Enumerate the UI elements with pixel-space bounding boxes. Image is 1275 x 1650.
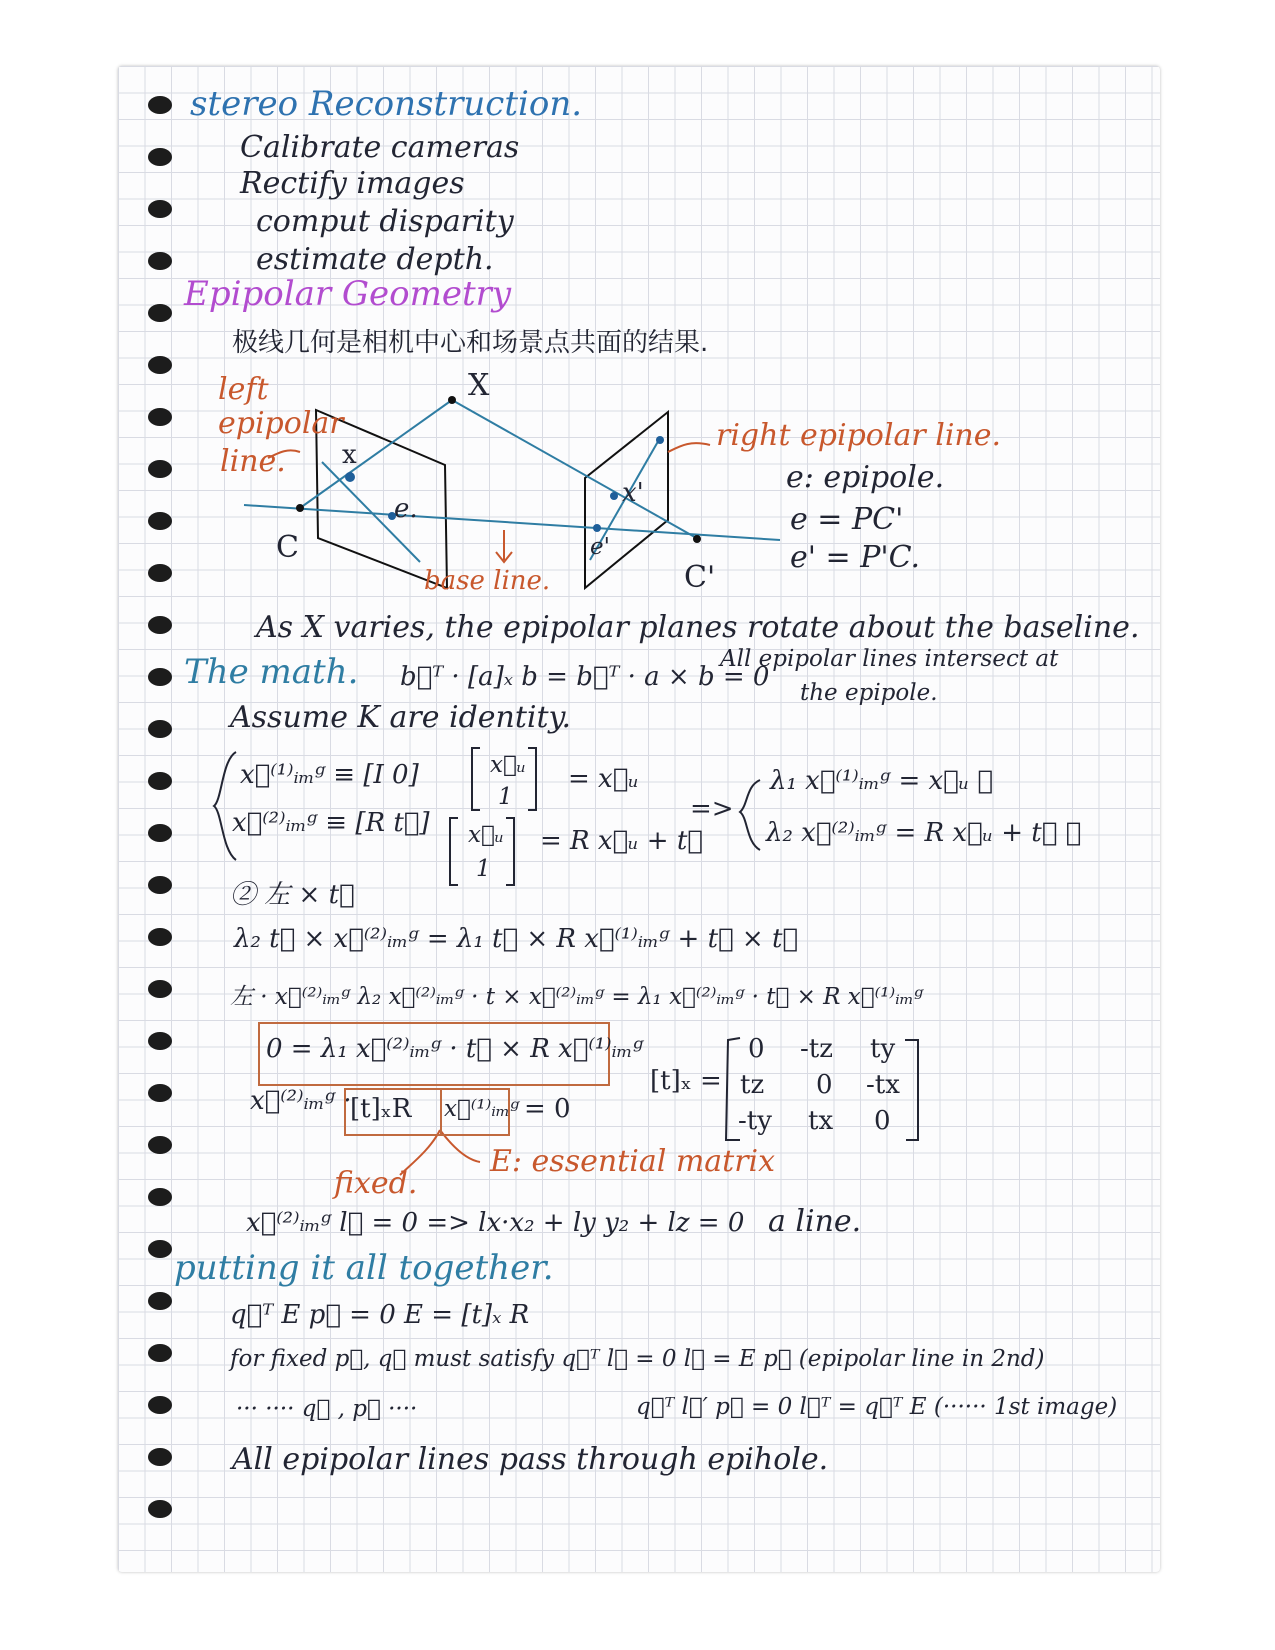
point-right-line [656, 436, 664, 444]
ray-x-c-prime [452, 400, 700, 540]
system-eq-2: λ₂ x⃗⁽²⁾ᵢₘᵍ = R x⃗ᵤ + t⃗ ② [766, 818, 1082, 848]
label-C-prime: C' [684, 560, 716, 595]
final-statement: All epipolar lines pass through epihole. [232, 1442, 829, 1477]
fixed-label: fixed. [334, 1166, 418, 1201]
assume-line: Assume K are identity. [230, 700, 572, 735]
point-e-prime [593, 524, 601, 532]
step-cross: ② 左 × t⃗ [230, 880, 355, 910]
label-X: X [468, 368, 490, 403]
system-eq-1: λ₁ x⃗⁽¹⁾ᵢₘᵍ = x⃗ᵤ ① [770, 766, 994, 796]
label-e: e. [394, 494, 418, 524]
tx-cell: 0 [816, 1070, 833, 1100]
implies-arrow: => [690, 794, 734, 824]
line-equation: x⃗⁽²⁾ᵢₘᵍ l⃗ = 0 => lx·x₂ + ly y₂ + lz = 0 [246, 1208, 745, 1238]
chinese-note: 极线几何是相机中心和场景点共面的结果. [232, 328, 709, 358]
epipole-def: e' = P'C. [790, 540, 921, 575]
varies-note: As X varies, the epipolar planes rotate about the baseline. [256, 610, 1140, 645]
step-item: comput disparity [256, 204, 514, 239]
essential-eq-part: [t]ₓR [350, 1094, 412, 1124]
essential-eq-part: = 0 [524, 1094, 571, 1124]
label-e-prime: e' [590, 534, 610, 560]
baseline-label: base line. [424, 566, 551, 596]
tx-cell: 0 [748, 1034, 765, 1064]
eq1-vec-top: x⃗ᵤ [490, 752, 526, 778]
tx-cell: tz [740, 1070, 765, 1100]
step-item: Rectify images [240, 166, 465, 201]
tx-cell: ty [870, 1034, 896, 1064]
together-line-1: q⃗ᵀ E p⃗ = 0 E = [t]ₓ R [230, 1300, 530, 1330]
point-C [296, 504, 304, 512]
point-x [345, 472, 355, 482]
right-epipolar-label: right epipolar line. [716, 418, 1002, 453]
tx-cell: 0 [874, 1106, 891, 1136]
point-X [448, 396, 456, 404]
eq1-rhs: = x⃗ᵤ [568, 764, 639, 794]
epipole-def: e = PC' [790, 502, 904, 537]
tx-cell: -tz [800, 1034, 833, 1064]
a-line-label: a line. [768, 1204, 862, 1239]
point-C-prime [693, 535, 701, 543]
heading-the-math: The math. [184, 652, 359, 692]
heading-epipolar-geometry: Epipolar Geometry [184, 274, 512, 314]
left-epipolar-label-1: left [218, 372, 269, 407]
step-item: estimate depth. [256, 242, 494, 277]
heading-stereo-reconstruction: stereo Reconstruction. [190, 84, 583, 124]
cross-equation: λ₂ t⃗ × x⃗⁽²⁾ᵢₘᵍ = λ₁ t⃗ × R x⃗⁽¹⁾ᵢₘᵍ + t⃗ × t⃗ [234, 924, 799, 954]
tx-cell: -tx [866, 1070, 900, 1100]
epipole-def: e: epipole. [786, 460, 945, 495]
heading-putting-together: putting it all together. [174, 1248, 554, 1288]
step-item: Calibrate cameras [240, 130, 520, 165]
tx-cell: tx [808, 1106, 834, 1136]
eq1-lhs: x⃗⁽¹⁾ᵢₘᵍ ≡ [I 0] [240, 760, 419, 790]
baseline-line [244, 505, 780, 540]
together-line-3a: ··· ···· q⃗ , p⃗ ···· [236, 1396, 418, 1422]
eq2-lhs: x⃗⁽²⁾ᵢₘᵍ ≡ [R t⃗] [232, 808, 430, 838]
together-line-3b: q⃗ᵀ l⃗′ p⃗ = 0 l⃗ᵀ = q⃗ᵀ E (······ 1st image) [636, 1394, 1118, 1420]
system-brace [740, 780, 760, 850]
left-epipolar-label-2: epipolar [218, 406, 344, 441]
math-identity: b⃗ᵀ · [a]ₓ b = b⃗ᵀ · a × b = 0 [400, 662, 770, 692]
right-label-arrow [668, 443, 710, 452]
point-x-prime [610, 492, 618, 500]
together-line-2: for fixed p⃗, q⃗ must satisfy q⃗ᵀ l⃗ = 0 l⃗ = E p⃗ (epipolar line in 2nd) [230, 1346, 1045, 1372]
tx-cell: -ty [738, 1106, 772, 1136]
label-x-prime: x' [622, 478, 644, 508]
label-x: x [342, 440, 357, 470]
boxed-equation: 0 = λ₁ x⃗⁽²⁾ᵢₘᵍ · t⃗ × R x⃗⁽¹⁾ᵢₘᵍ [266, 1034, 644, 1064]
essential-matrix-label: E: essential matrix [490, 1144, 776, 1179]
eq2-vec-bottom: 1 [476, 856, 491, 882]
eq2-vec-top: x⃗ᵤ [468, 822, 504, 848]
essential-eq-part: x⃗⁽¹⁾ᵢₘᵍ [444, 1096, 520, 1122]
eq1-vec-bottom: 1 [498, 784, 513, 810]
baseline-label-arrow [496, 530, 512, 562]
tx-label: [t]ₓ = [650, 1066, 722, 1096]
left-brace [214, 752, 236, 860]
left-epipolar-label-3: line. [220, 444, 286, 479]
label-C: C [276, 530, 299, 565]
intersect-note-2: the epipole. [800, 680, 938, 706]
eq2-rhs: = R x⃗ᵤ + t⃗ [540, 826, 703, 856]
intersect-note-1: All epipolar lines intersect at [720, 646, 1059, 672]
dot-equation: 左 · x⃗⁽²⁾ᵢₘᵍ λ₂ x⃗⁽²⁾ᵢₘᵍ · t × x⃗⁽²⁾ᵢₘᵍ = λ₁ x⃗⁽²⁾ᵢₘᵍ · t⃗ × R x⃗⁽¹⁾ᵢₘᵍ [230, 984, 924, 1010]
essential-eq-part: x⃗⁽²⁾ᵢₘᵍ · [250, 1086, 352, 1116]
